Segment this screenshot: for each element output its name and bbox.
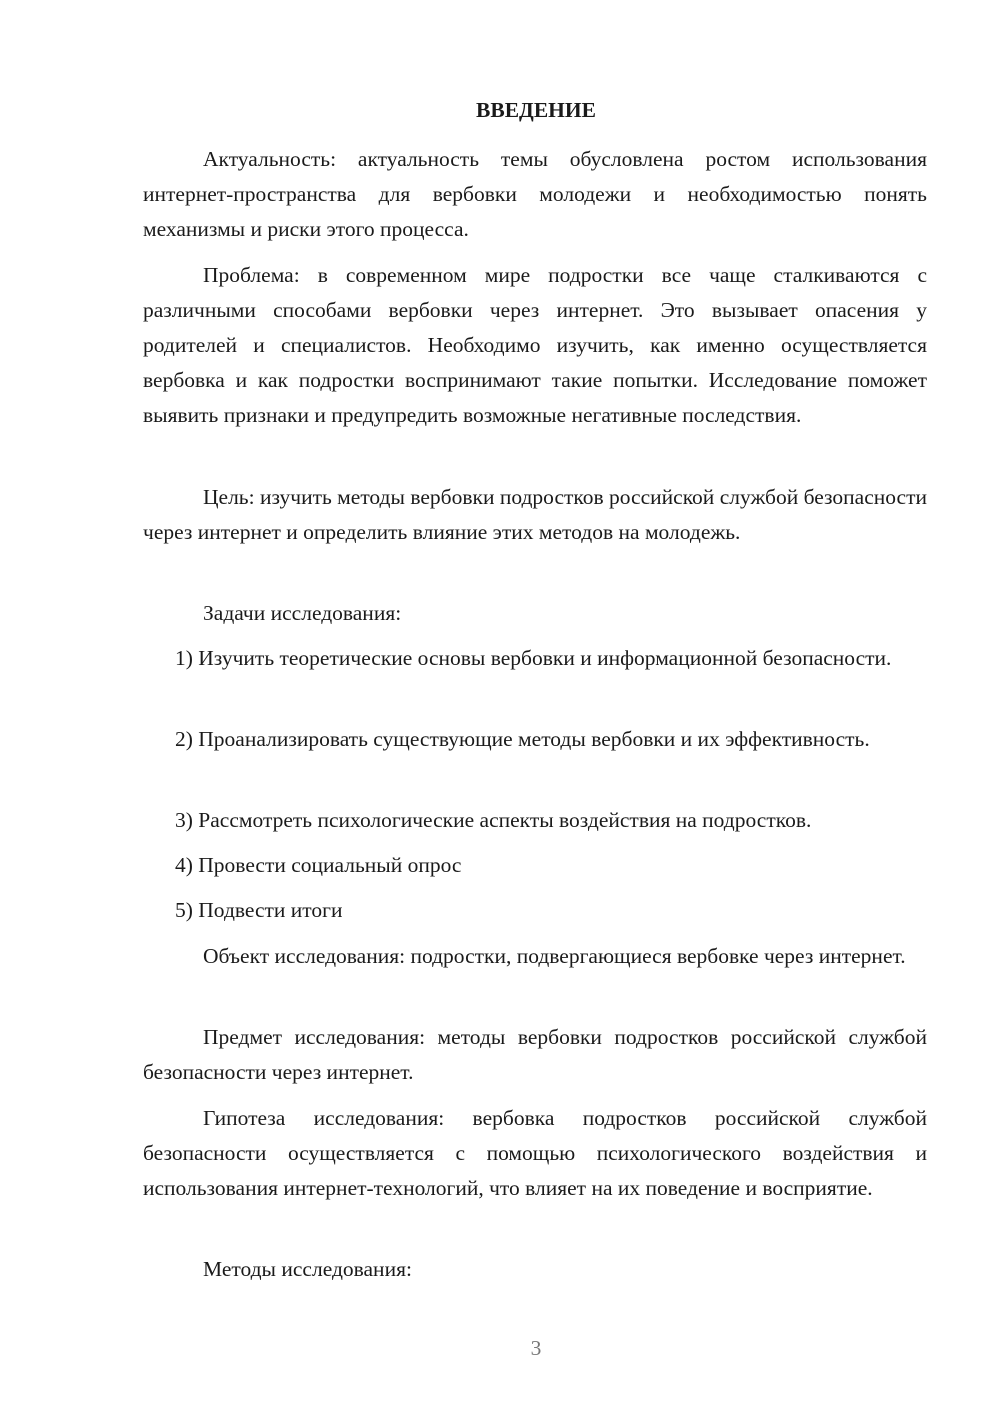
task-item-2: 2) Проанализировать существующие методы вербовки и их эффективность. [175,727,870,751]
object-paragraph: Объект исследования: подростки, подвергающиеся вербовке через интернет. [203,944,906,968]
subject-paragraph: Предмет исследования: методы вербовки подростков российской службой безопасности через интернет. [143,1025,927,1084]
section-heading: ВВЕДЕНИЕ [476,98,596,122]
page-number: 3 [530,1336,542,1360]
task-item-3: 3) Рассмотреть психологические аспекты воздействия на подростков. [175,808,812,832]
goal-paragraph: Цель: изучить методы вербовки подростков российской службой безопасности через интернет и определить влияние этих методов на молодежь. [143,485,927,544]
tasks-title: Задачи исследования: [203,601,402,625]
hypothesis-paragraph: Гипотеза исследования: вербовка подростков российской службой безопасности осуществляется с помощью психологического воздействия и использования интернет-технологий, что влияет на их поведение и восприятие. [143,1106,927,1200]
task-item-5: 5) Подвести итоги [175,898,343,922]
relevance-paragraph: Актуальность: актуальность темы обусловлена ростом использования интернет-пространства для вербовки молодежи и необходимостью понять механизмы и риски этого процесса. [143,147,927,241]
problem-paragraph: Проблема: в современном мире подростки все чаще сталкиваются с различными способами вербовки через интернет. Это вызывает опасения у родителей и специалистов. Необходимо изучить, как именно осуществляется вербовка и как подростки воспринимают такие попытки. Исследование поможет выявить признаки и предупредить возможные негативные последствия. [143,263,927,427]
task-item-4: 4) Провести социальный опрос [175,853,462,877]
methods-title: Методы исследования: [203,1257,412,1281]
task-item-1: 1) Изучить теоретические основы вербовки и информационной безопасности. [175,646,892,670]
